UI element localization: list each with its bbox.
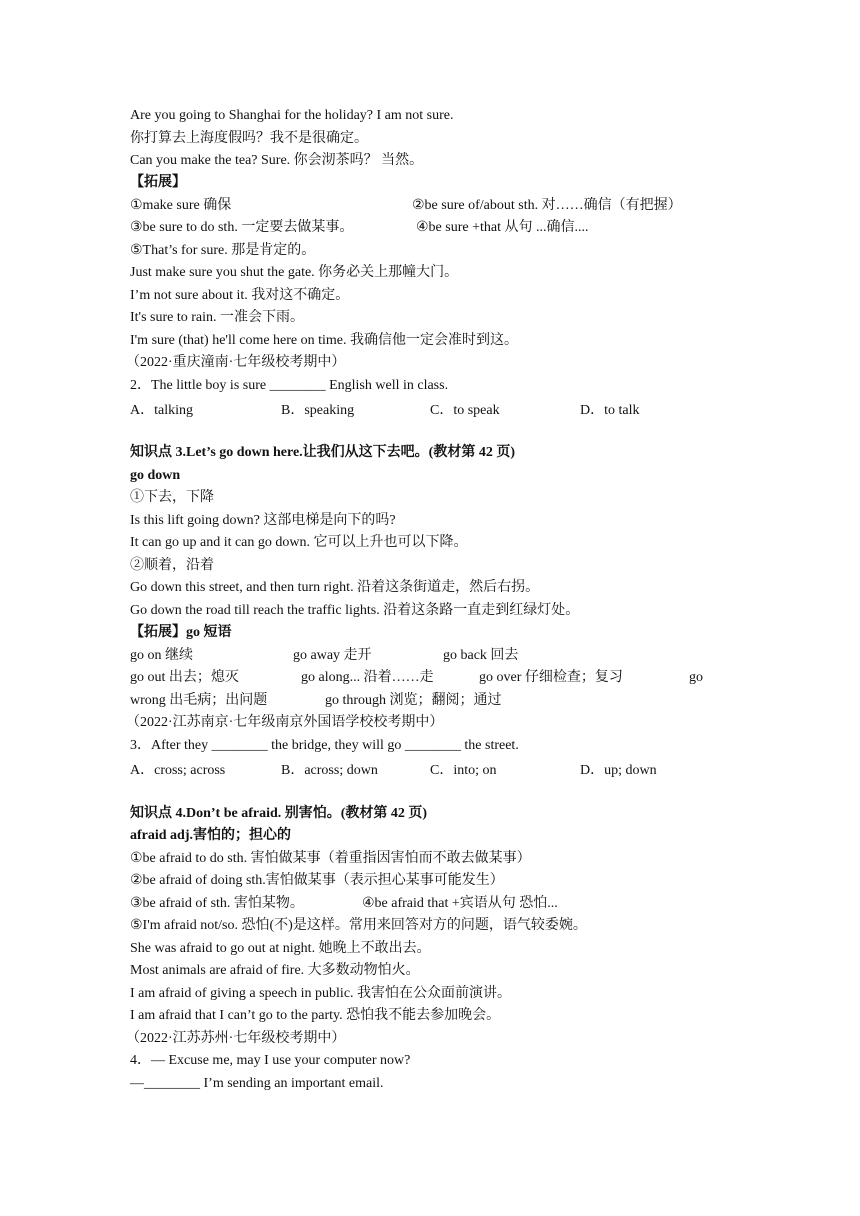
term-heading: afraid adj.害怕的；担心的 <box>130 828 291 843</box>
term-heading: go down <box>130 468 181 483</box>
text-line: I am afraid of giving a speech in public. 我害怕在公众面前演讲。 <box>130 986 512 1001</box>
text-line: ⑤That’s for sure. 那是肯定的。 <box>130 243 316 258</box>
text-line: Go down the road till reach the traffic lights. 沿着这条路一直走到红绿灯处。 <box>130 603 580 618</box>
phrase: go over 仔细检查；复习 <box>479 670 623 685</box>
text-line: Can you make the tea? Sure. 你会沏茶吗？ 当然。 <box>130 153 424 168</box>
question-answer-line: —________ I’m sending an important email. <box>130 1076 384 1091</box>
question: 3．After they ________ the bridge, they will go ________ the street. <box>130 738 519 753</box>
section-heading: 【拓展】go 短语 <box>130 625 232 640</box>
text-line: Just make sure you shut the gate. 你务必关上那幢大门。 <box>130 265 459 280</box>
text-line: ①下去，下降 <box>130 490 214 505</box>
question: 2．The little boy is sure ________ English well in class. <box>130 378 449 393</box>
text-line: ⑤I'm afraid not/so. 恐怕(不)是这样。常用来回答对方的问题，语气较委婉。 <box>130 918 587 933</box>
option-b: B．speaking <box>281 403 355 418</box>
option-a: A．talking <box>130 403 193 418</box>
question: 4．— Excuse me, may I use your computer now? <box>130 1053 411 1068</box>
phrase: wrong 出毛病；出问题 <box>130 693 268 708</box>
knowledge-point-heading: 知识点 3.Let’s go down here.让我们从这下去吧。(教材第 42 页) <box>130 445 515 460</box>
section-heading: 【拓展】 <box>130 175 186 190</box>
phrase: go <box>689 670 703 685</box>
phrase: go back 回去 <box>443 648 519 663</box>
text-line: It's sure to rain. 一准会下雨。 <box>130 310 305 325</box>
text-line: ②be afraid of doing sth.害怕做某事（表示担心某事可能发生） <box>130 873 504 888</box>
text-line: I’m not sure about it. 我对这不确定。 <box>130 288 350 303</box>
option-d: D．up; down <box>580 763 657 778</box>
source-note: （2022·江苏苏州·七年级校考期中） <box>126 1031 346 1046</box>
phrase: go along... 沿着……走 <box>301 670 434 685</box>
text-line: ①be afraid to do sth. 害怕做某事（着重指因害怕而不敢去做某事） <box>130 851 531 866</box>
phrase: go out 出去；熄灭 <box>130 670 239 685</box>
text-line: 你打算去上海度假吗？我不是很确定。 <box>130 131 368 146</box>
text-line: ②be sure of/about sth. 对……确信（有把握） <box>412 198 682 213</box>
source-note: （2022·重庆潼南·七年级校考期中） <box>126 355 346 370</box>
text-line: I'm sure (that) he'll come here on time. 我确信他一定会准时到这。 <box>130 333 519 348</box>
option-c: C．to speak <box>430 403 500 418</box>
text-line: ②顺着，沿着 <box>130 558 214 573</box>
text-line: It can go up and it can go down. 它可以上升也可以下降。 <box>130 535 468 550</box>
phrase: go away 走开 <box>293 648 372 663</box>
text-line: ①make sure 确保 <box>130 198 232 213</box>
text-line: ③be afraid of sth. 害怕某物。 <box>130 896 304 911</box>
text-line: Is this lift going down? 这部电梯是向下的吗? <box>130 513 396 528</box>
source-note: （2022·江苏南京·七年级南京外国语学校校考期中） <box>126 715 444 730</box>
text-line: ④be sure +that 从句 ...确信.... <box>416 220 589 235</box>
text-line: I am afraid that I can’t go to the party. 恐怕我不能去参加晚会。 <box>130 1008 501 1023</box>
phrase: go through 浏览；翻阅；通过 <box>325 693 502 708</box>
text-line: Are you going to Shanghai for the holiday? I am not sure. <box>130 108 454 123</box>
text-line: Most animals are afraid of fire. 大多数动物怕火。 <box>130 963 420 978</box>
text-line: Go down this street, and then turn right. 沿着这条街道走，然后右拐。 <box>130 580 540 595</box>
option-b: B．across; down <box>281 763 378 778</box>
text-line: ④be afraid that +宾语从句 恐怕... <box>362 896 558 911</box>
text-line: ③be sure to do sth. 一定要去做某事。 <box>130 220 354 235</box>
option-c: C．into; on <box>430 763 497 778</box>
text-line: She was afraid to go out at night. 她晚上不敢出去。 <box>130 941 431 956</box>
option-a: A．cross; across <box>130 763 226 778</box>
option-d: D．to talk <box>580 403 640 418</box>
phrase: go on 继续 <box>130 648 193 663</box>
knowledge-point-heading: 知识点 4.Don’t be afraid. 别害怕。(教材第 42 页) <box>130 806 428 821</box>
